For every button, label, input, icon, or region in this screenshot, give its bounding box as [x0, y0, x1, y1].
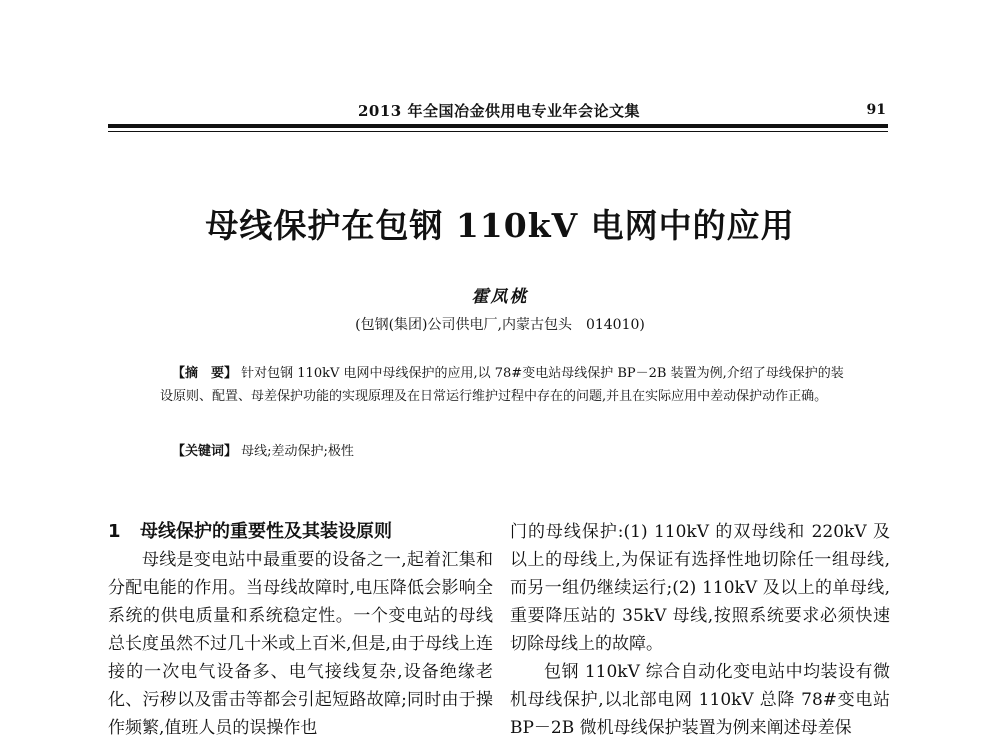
header-rule-thick — [108, 124, 888, 128]
section-heading — [108, 518, 493, 546]
author: 霍凤桃 — [471, 287, 529, 307]
body-paragraph: 母线是变电站中最重要的设备之一,起着汇集和分配电能的作用。当母线故障时,电压降低会影响全系统的供电质量和系统稳定性。一个变电站的母线总长度虽然不过几十米或上百米,但是,由于母线上连接的一次电气设备多、电气接线复杂,设备绝缘老化、污秽以及雷击等都会引起短路故障;同时由于操作频繁,值班人员的误操作也 — [108, 550, 493, 738]
left-column — [108, 518, 493, 742]
running-title: 2013 年全国冶金供用电专业年会论文集 — [358, 102, 640, 120]
running-head — [108, 100, 888, 122]
right-column — [510, 518, 890, 742]
abstract-text: 针对包钢 110kV 电网中母线保护的应用,以 78#变电站母线保护 BP－2B 装置为例,介绍了母线保护的装设原则、配置、母差保护功能的实现原理及在日常运行维护过程中存在的问题,并且在实际应用中差动保护动作正确。 — [160, 366, 844, 404]
keywords-label: 【关键词】 — [172, 444, 238, 459]
header-rule-thin — [108, 131, 888, 132]
section-number: 1 — [108, 521, 121, 542]
body-paragraph: 包钢 110kV 综合自动化变电站中均装设有微机母线保护,以北部电网 110kV 总降 78#变电站 BP－2B 微机母线保护装置为例来阐述母差保 — [510, 662, 890, 738]
abstract-label: 【摘 要】 — [172, 366, 238, 381]
affiliation: (包钢(集团)公司供电厂,内蒙古包头 014010) — [355, 317, 645, 333]
abstract — [160, 362, 850, 408]
paper-title: 母线保护在包钢 110kV 电网中的应用 — [205, 206, 795, 245]
body-paragraph-continued: 门的母线保护:(1) 110kV 的双母线和 220kV 及以上的母线上,为保证有选择性地切除任一组母线,而另一组仍继续运行;(2) 110kV 及以上的单母线,重要降压站的 35kV 母线,按照系统要求必须快速切除母线上的故障。 — [510, 522, 890, 654]
keywords — [172, 440, 852, 459]
page-number: 91 — [866, 102, 886, 118]
section-title: 母线保护的重要性及其装设原则 — [140, 521, 392, 542]
keywords-text: 母线;差动保护;极性 — [241, 444, 354, 459]
